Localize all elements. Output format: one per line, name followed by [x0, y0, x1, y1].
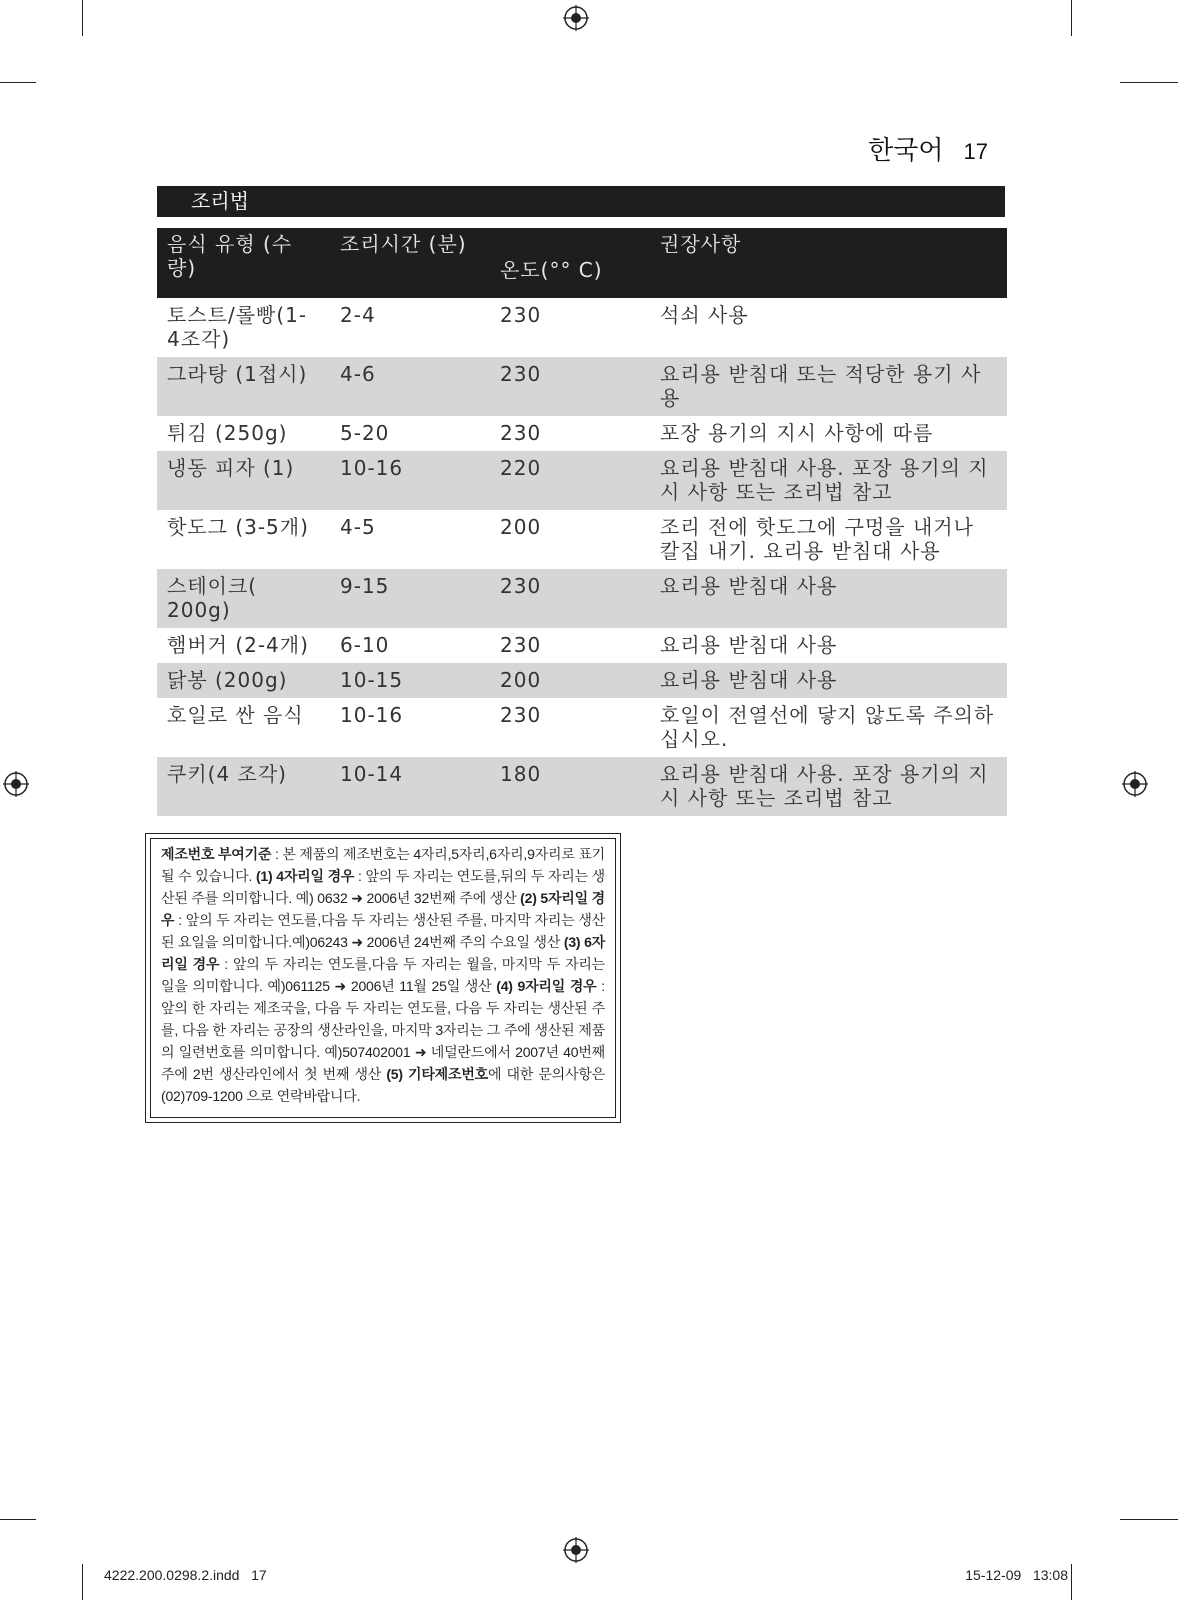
- food-cell: 그라탕 (1접시): [157, 357, 330, 416]
- tip-cell: 요리용 받침대 사용: [650, 663, 1007, 698]
- time-cell: 5-20: [340, 421, 390, 445]
- case-text: : 앞의 두 자리는 연도를,뒤의 두 자리는 생산된 주를 의미합니다. 예) 0632 ➜ 2006년 32번째 주에 생산: [161, 868, 605, 906]
- temp-cell: 230: [500, 421, 542, 445]
- case-label: (1) 4자리일 경우: [255, 868, 355, 884]
- temp-cell: 230: [490, 569, 650, 628]
- food-cell: 튀김 (250g): [167, 421, 288, 445]
- temp-cell: 230: [500, 303, 542, 327]
- registration-mark-icon: [1122, 771, 1148, 797]
- table-row: [157, 510, 1007, 569]
- time-cell: 10-15: [330, 663, 490, 698]
- serial-number-notice: [145, 833, 621, 1123]
- food-cell: 핫도그 (3-5개): [167, 515, 309, 539]
- column-header-food: 음식 유형 (수량): [157, 228, 330, 298]
- case-text: : 앞의 두 자리는 연도를,다음 두 자리는 월을, 마지막 두 자리는 일을 의미합니다. 예)061125 ➜ 2006년 11월 25일 생산: [161, 956, 605, 994]
- page-header: [868, 130, 988, 167]
- temp-cell: 230: [490, 357, 650, 416]
- time-cell: 10-14: [330, 757, 490, 816]
- case-label: (5) 기타제조번호: [386, 1066, 488, 1082]
- tip-cell: 포장 용기의 지시 사항에 따름: [660, 421, 934, 445]
- tip-cell: 요리용 받침대 사용: [650, 569, 1007, 628]
- tip-cell: 요리용 받침대 또는 적당한 용기 사용: [650, 357, 1007, 416]
- notice-intro: : 본 제품의 제조번호는 4자리,5자리,6자리,9자리로 표기될 수 있습니다.: [161, 846, 606, 884]
- column-header-time: 조리시간 (분): [330, 228, 490, 298]
- registration-mark-icon: [563, 5, 589, 31]
- language-label: 한국어: [868, 136, 944, 166]
- case-text: : 앞의 한 자리는 제조국을, 다음 두 자리는 연도를, 다음 두 자리는 생산된 주를, 다음 한 자리는 공장의 생산라인을, 마지막 3자리는 그 주에 생산된 제품의 일련번호를 의미합니다. 예)507402001 ➜ 네덜란드에서 2007년 40번째 주에 2번 생산라인에서 첫 번째 생산: [161, 978, 605, 1082]
- crop-mark: [82, 1564, 83, 1600]
- table-row: [157, 298, 1007, 357]
- case-label: (2) 5자리일 경우: [161, 890, 605, 928]
- crop-mark: [0, 82, 36, 83]
- registration-mark-icon: [3, 771, 29, 797]
- file-slug: 4222.200.0298.2.indd 17: [104, 1567, 267, 1583]
- temp-cell: 180: [490, 757, 650, 816]
- crop-mark: [1071, 1564, 1072, 1600]
- food-cell: 호일로 싼 음식: [167, 703, 304, 727]
- time-cell: 4-6: [330, 357, 490, 416]
- tip-cell: 석쇠 사용: [660, 303, 749, 327]
- page-number: 17: [963, 139, 988, 164]
- temp-cell: 220: [490, 451, 650, 510]
- table-row: [157, 757, 1007, 816]
- crop-mark: [82, 0, 83, 36]
- table-row: [157, 628, 1007, 663]
- temp-cell: 230: [500, 703, 542, 727]
- crop-mark: [1120, 82, 1178, 83]
- case-label: (4) 9자리일 경우: [496, 978, 597, 994]
- crop-mark: [0, 1519, 36, 1520]
- time-cell: 2-4: [340, 303, 376, 327]
- food-cell: 쿠키(4 조각): [157, 757, 330, 816]
- table-row: [157, 698, 1007, 757]
- section-title: 조리법: [157, 186, 1005, 217]
- table-header-row: [157, 228, 1007, 298]
- time-cell: 6-10: [340, 633, 390, 657]
- tip-cell: 조리 전에 핫도그에 구멍을 내거나 칼집 내기. 요리용 받침대 사용: [660, 515, 974, 563]
- tip-cell: 요리용 받침대 사용. 포장 용기의 지시 사항 또는 조리법 참고: [650, 451, 1007, 510]
- food-cell: 닭봉 (200g): [157, 663, 330, 698]
- tip-cell: 요리용 받침대 사용. 포장 용기의 지시 사항 또는 조리법 참고: [650, 757, 1007, 816]
- time-cell: 9-15: [330, 569, 490, 628]
- temp-cell: 200: [500, 515, 542, 539]
- notice-text: [150, 838, 616, 1118]
- food-cell: 스테이크( 200g): [157, 569, 330, 628]
- tip-cell: 호일이 전열선에 닿지 않도록 주의하십시오.: [660, 703, 995, 751]
- case-text: : 앞의 두 자리는 연도를,다음 두 자리는 생산된 주를, 마지막 자리는 생산된 요일을 의미합니다.예)06243 ➜ 2006년 24번째 주의 수요일 생산: [161, 912, 605, 950]
- crop-mark: [1120, 1519, 1178, 1520]
- notice-title: 제조번호 부여기준: [161, 846, 272, 862]
- food-cell: 냉동 피자 (1): [157, 451, 330, 510]
- case-label: (3) 6자리일 경우: [161, 934, 605, 972]
- case-text: 에 대한 문의사항은 (02)709-1200 으로 연락바랍니다.: [161, 1066, 605, 1104]
- food-cell: 토스트/롤빵(1-4조각): [167, 303, 308, 351]
- registration-mark-icon: [563, 1537, 589, 1563]
- time-cell: 4-5: [340, 515, 376, 539]
- crop-mark: [1071, 0, 1072, 36]
- column-header-temp: 온도(°° C): [490, 228, 650, 298]
- column-header-tip: 권장사항: [650, 228, 1007, 298]
- temp-cell: 230: [500, 633, 542, 657]
- time-cell: 10-16: [330, 451, 490, 510]
- print-timestamp: 15-12-09 13:08: [965, 1567, 1068, 1583]
- table-row: [157, 416, 1007, 451]
- time-cell: 10-16: [340, 703, 404, 727]
- table-row: [157, 569, 1007, 628]
- table-row: [157, 357, 1007, 416]
- food-cell: 햄버거 (2-4개): [167, 633, 309, 657]
- table-row: [157, 663, 1007, 698]
- temp-cell: 200: [490, 663, 650, 698]
- tip-cell: 요리용 받침대 사용: [660, 633, 838, 657]
- table-row: [157, 451, 1007, 510]
- recipes-table: [157, 228, 1007, 816]
